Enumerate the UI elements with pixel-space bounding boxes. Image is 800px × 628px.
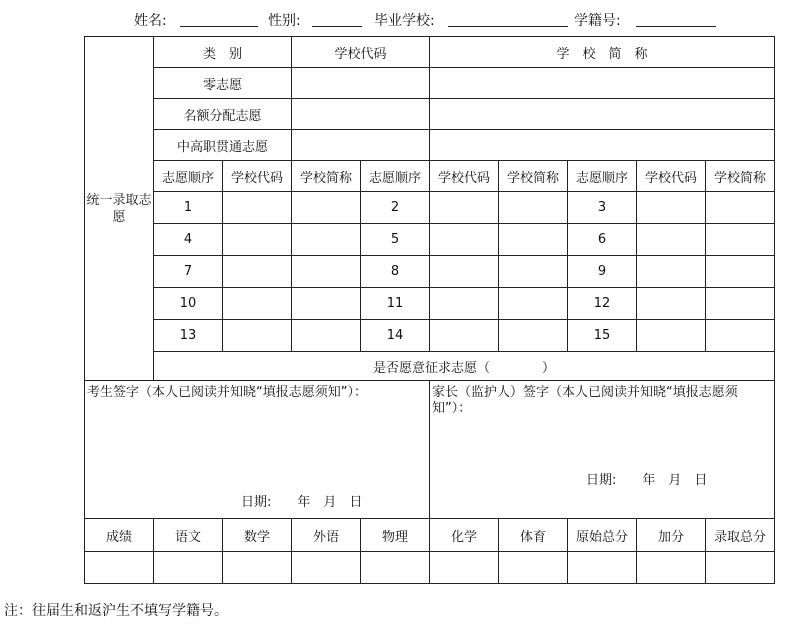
choice-order: 12	[568, 288, 637, 320]
choice-abbr-cell[interactable]	[706, 192, 775, 224]
score-header: 外语	[292, 519, 361, 552]
choice-row	[85, 320, 775, 352]
choice-code-cell[interactable]	[223, 288, 292, 320]
score-header: 物理	[361, 519, 430, 552]
school-label: 毕业学校:	[374, 13, 435, 29]
sub-header-code: 学校代码	[430, 161, 499, 192]
choice-abbr-cell[interactable]	[706, 224, 775, 256]
choice-abbr-cell[interactable]	[292, 320, 361, 352]
score-header: 原始总分	[568, 519, 637, 552]
score-header: 录取总分	[706, 519, 775, 552]
choice-code-cell[interactable]	[430, 320, 499, 352]
application-form-table	[84, 36, 775, 584]
choice-order: 6	[568, 224, 637, 256]
choice-code-cell[interactable]	[637, 320, 706, 352]
willing-to-solicit-question[interactable]: 是否愿意征求志愿（ ）	[154, 352, 775, 381]
score-cell[interactable]	[568, 552, 637, 584]
choice-code-cell[interactable]	[430, 224, 499, 256]
zero-choice-label: 零志愿	[154, 68, 292, 99]
choice-code-cell[interactable]	[637, 256, 706, 288]
choice-abbr-cell[interactable]	[292, 288, 361, 320]
score-cell[interactable]	[292, 552, 361, 584]
quota-choice-label: 名额分配志愿	[154, 99, 292, 130]
parent-signature-label: 家长（监护人）签字（本人已阅读并知晓“填报志愿须知”）：	[432, 385, 738, 416]
student-date-label: 日期: 年 月 日	[241, 495, 363, 510]
quota-choice-abbr[interactable]	[430, 99, 775, 130]
choice-order: 7	[154, 256, 223, 288]
name-field[interactable]	[180, 26, 258, 27]
choice-code-cell[interactable]	[637, 192, 706, 224]
sub-header-abbr: 学校简称	[706, 161, 775, 192]
student-info-header	[0, 6, 800, 30]
sub-header-code: 学校代码	[223, 161, 292, 192]
student-signature-box[interactable]	[85, 381, 430, 519]
choice-order: 10	[154, 288, 223, 320]
score-value-row	[85, 552, 775, 584]
choice-order: 11	[361, 288, 430, 320]
choice-order: 5	[361, 224, 430, 256]
parent-date-label: 日期: 年 月 日	[586, 473, 708, 488]
choice-row	[85, 256, 775, 288]
choice-code-cell[interactable]	[223, 192, 292, 224]
choice-code-cell[interactable]	[223, 320, 292, 352]
school-abbr-header: 学 校 简 称	[430, 37, 775, 68]
score-header: 语文	[154, 519, 223, 552]
choice-abbr-cell[interactable]	[706, 320, 775, 352]
unified-admission-label: 统一录取志愿	[85, 37, 154, 381]
choice-abbr-cell[interactable]	[292, 192, 361, 224]
vocational-choice-code[interactable]	[292, 130, 430, 161]
score-header: 成绩	[85, 519, 154, 552]
choice-code-cell[interactable]	[430, 256, 499, 288]
choice-abbr-cell[interactable]	[292, 224, 361, 256]
choice-abbr-cell[interactable]	[499, 256, 568, 288]
choice-code-cell[interactable]	[637, 224, 706, 256]
zero-choice-code[interactable]	[292, 68, 430, 99]
vocational-choice-label: 中高职贯通志愿	[154, 130, 292, 161]
gender-field[interactable]	[312, 26, 362, 27]
sub-header-abbr: 学校简称	[499, 161, 568, 192]
choice-code-cell[interactable]	[430, 192, 499, 224]
score-cell[interactable]	[706, 552, 775, 584]
school-code-header: 学校代码	[292, 37, 430, 68]
zero-choice-abbr[interactable]	[430, 68, 775, 99]
choice-order: 3	[568, 192, 637, 224]
parent-signature-box[interactable]	[430, 381, 775, 519]
student-signature-label: 考生签字（本人已阅读并知晓“填报志愿须知”）：	[87, 385, 367, 400]
choice-code-cell[interactable]	[637, 288, 706, 320]
sub-header-order: 志愿顺序	[361, 161, 430, 192]
name-label: 姓名:	[134, 13, 167, 29]
score-header-row	[85, 519, 775, 552]
choice-order: 8	[361, 256, 430, 288]
score-cell[interactable]	[85, 552, 154, 584]
gender-label: 性别:	[268, 13, 301, 29]
score-cell[interactable]	[637, 552, 706, 584]
sub-header-order: 志愿顺序	[154, 161, 223, 192]
score-cell[interactable]	[154, 552, 223, 584]
choice-abbr-cell[interactable]	[499, 288, 568, 320]
school-field[interactable]	[448, 26, 568, 27]
choice-abbr-cell[interactable]	[706, 256, 775, 288]
choice-order: 15	[568, 320, 637, 352]
choice-order: 9	[568, 256, 637, 288]
sub-header-code: 学校代码	[637, 161, 706, 192]
choice-abbr-cell[interactable]	[292, 256, 361, 288]
footnote: 注：往届生和返沪生不填写学籍号。	[4, 603, 228, 619]
choice-order: 13	[154, 320, 223, 352]
score-cell[interactable]	[430, 552, 499, 584]
choice-abbr-cell[interactable]	[499, 224, 568, 256]
choice-row	[85, 192, 775, 224]
student-id-field[interactable]	[636, 26, 716, 27]
score-header: 化学	[430, 519, 499, 552]
choice-code-cell[interactable]	[223, 224, 292, 256]
choice-code-cell[interactable]	[223, 256, 292, 288]
choice-abbr-cell[interactable]	[706, 288, 775, 320]
sub-header-abbr: 学校简称	[292, 161, 361, 192]
score-header: 体育	[499, 519, 568, 552]
sub-header-order: 志愿顺序	[568, 161, 637, 192]
choice-order: 2	[361, 192, 430, 224]
choice-order: 14	[361, 320, 430, 352]
score-header: 加分	[637, 519, 706, 552]
choice-row	[85, 288, 775, 320]
student-id-label: 学籍号:	[574, 13, 621, 29]
choice-abbr-cell[interactable]	[499, 192, 568, 224]
score-cell[interactable]	[361, 552, 430, 584]
vocational-choice-abbr[interactable]	[430, 130, 775, 161]
choice-code-cell[interactable]	[430, 288, 499, 320]
choice-order: 4	[154, 224, 223, 256]
choice-order: 1	[154, 192, 223, 224]
quota-choice-code[interactable]	[292, 99, 430, 130]
score-cell[interactable]	[499, 552, 568, 584]
category-header: 类 别	[154, 37, 292, 68]
choice-abbr-cell[interactable]	[499, 320, 568, 352]
choice-row	[85, 224, 775, 256]
score-cell[interactable]	[223, 552, 292, 584]
score-header: 数学	[223, 519, 292, 552]
